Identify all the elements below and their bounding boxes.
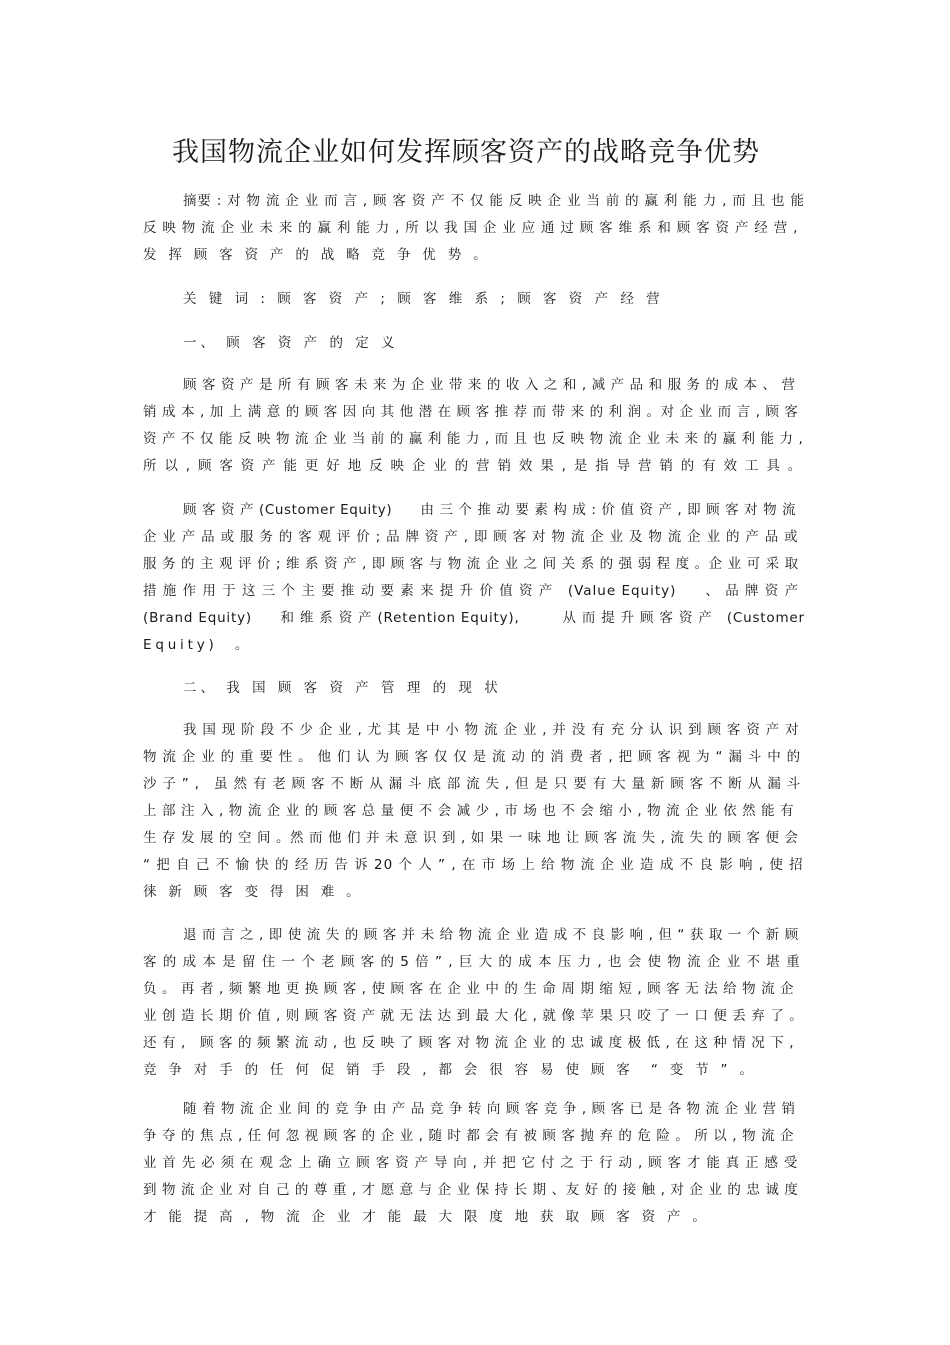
text-line: 业 创 造 长 期 价 值 , 则 顾 客 资 产 就 无 法 达 到 最 大 化 , 就 像 苹 果 只 咬 了 一 口 便 丢 弃 了 。 [143, 1008, 804, 1024]
text-line: 服 务 的 主 观 评 价 ; 维 系 资 产 , 即 顾 客 与 物 流 企 业 之 间 关 系 的 强 弱 程 度 。企 业 可 采 取 [143, 556, 799, 572]
text-line: 顾 客 资 产 (Customer Equity) 由 三 个 推 动 要 素 构 成 : 价 值 资 产 , 即 顾 客 对 物 流 [183, 502, 797, 518]
text-line: 竞 争 对 手 的 任 何 促 销 手 段 , 都 会 很 容 易 使 顾 客 “ 变 节 ” 。 [143, 1062, 757, 1078]
text-line: (Brand Equity) 和 维 系 资 产 (Retention Equity), 从 而 提 升 顾 客 资 产 (Customer [143, 610, 805, 626]
text-line: 负 。 再 者 , 频 繁 地 更 换 顾 客 , 使 顾 客 在 企 业 中 的 生 命 周 期 缩 短 , 顾 客 无 法 给 物 流 企 [143, 981, 795, 997]
text-line: 销 成 本 , 加 上 满 意 的 顾 客 因 向 其 他 潜 在 顾 客 推 荐 而 带 来 的 利 润 。对 企 业 而 言 , 顾 客 [143, 404, 799, 420]
text-line: 摘要 : 对 物 流 企 业 而 言 , 顾 客 资 产 不 仅 能 反 映 企 业 当 前 的 赢 利 能 力 , 而 且 也 能 [183, 193, 805, 209]
text-line: 沙 子 ” , 虽 然 有 老 顾 客 不 断 从 漏 斗 底 部 流 失 , 但 是 只 要 有 大 量 新 顾 客 不 断 从 漏 斗 [143, 776, 801, 792]
abstract-paragraph [143, 188, 807, 269]
keywords: 关 键 词 : 顾 客 资 产 ; 顾 客 维 系 ; 顾 客 资 产 经 营 [183, 291, 664, 307]
section-heading-2: 二、 我 国 顾 客 资 产 管 理 的 现 状 [183, 680, 502, 696]
text-line: 业 首 先 必 须 在 观 念 上 确 立 顾 客 资 产 导 向 , 并 把 它 付 之 于 行 动 , 顾 客 才 能 真 正 感 受 [143, 1155, 799, 1171]
text-line: 物 流 企 业 的 重 要 性 。 他 们 认 为 顾 客 仅 仅 是 流 动 的 消 费 者 , 把 顾 客 视 为 “ 漏 斗 中 的 [143, 749, 801, 765]
text-line: 还 有 , 顾 客 的 频 繁 流 动 , 也 反 映 了 顾 客 对 物 流 企 业 的 忠 诚 度 极 低 , 在 这 种 情 况 下 , [143, 1035, 795, 1051]
text-line: 所 以 , 顾 客 资 产 能 更 好 地 反 映 企 业 的 营 销 效 果 , 是 指 导 营 销 的 有 效 工 具 。 [143, 458, 804, 474]
section2-paragraph-2 [143, 922, 807, 1084]
text-line: 随 着 物 流 企 业 间 的 竞 争 由 产 品 竞 争 转 向 顾 客 竞 争 , 顾 客 已 是 各 物 流 企 业 营 销 [183, 1101, 796, 1117]
text-line: 我 国 现 阶 段 不 少 企 业 , 尤 其 是 中 小 物 流 企 业 , 并 没 有 充 分 认 识 到 顾 客 资 产 对 [183, 722, 800, 738]
section1-paragraph-1 [143, 372, 807, 480]
text-line: 措 施 作 用 于 这 三 个 主 要 推 动 要 素 来 提 升 价 值 资 产 (Value Equity) 、 品 牌 资 产 [143, 583, 800, 599]
text-line: Equity) 。 [143, 637, 253, 653]
text-line: 顾 客 资 产 是 所 有 顾 客 未 来 为 企 业 带 来 的 收 入 之 和 , 减 产 品 和 服 务 的 成 本 、 营 [183, 377, 796, 393]
section1-paragraph-2 [143, 497, 807, 659]
document-title: 我国物流企业如何发挥顾客资产的战略竞争优势 [172, 137, 760, 168]
text-line: “ 把 自 己 不 愉 快 的 经 历 告 诉 20 个 人 ” , 在 市 场 上 给 物 流 企 业 造 成 不 良 影 响 , 使 招 [143, 857, 804, 873]
section-heading-1: 一、 顾 客 资 产 的 定 义 [183, 335, 399, 351]
text-line: 企 业 产 品 或 服 务 的 客 观 评 价 ; 品 牌 资 产 , 即 顾 客 对 物 流 企 业 及 物 流 企 业 的 产 品 或 [143, 529, 799, 545]
text-line: 退 而 言 之 , 即 使 流 失 的 顾 客 并 未 给 物 流 企 业 造 成 不 良 影 响 , 但 “ 获 取 一 个 新 顾 [183, 927, 799, 943]
text-line: 到 物 流 企 业 对 自 己 的 尊 重 , 才 愿 意 与 企 业 保 持 长 期 、友 好 的 接 触 , 对 企 业 的 忠 诚 度 [143, 1182, 799, 1198]
text-line: 争 夺 的 焦 点 , 任 何 忽 视 顾 客 的 企 业 , 随 时 都 会 有 被 顾 客 抛 弃 的 危 险 。 所 以 , 物 流 企 [143, 1128, 795, 1144]
text-line: 生 存 发 展 的 空 间 。然 而 他 们 并 未 意 识 到 , 如 果 一 味 地 让 顾 客 流 失 , 流 失 的 顾 客 便 会 [143, 830, 799, 846]
text-line: 反 映 物 流 企 业 未 来 的 赢 利 能 力 , 所 以 我 国 企 业 应 通 过 顾 客 维 系 和 顾 客 资 产 经 营 , [143, 220, 799, 236]
text-line: 徕 新 顾 客 变 得 困 难 。 [143, 884, 364, 900]
text-line: 客 的 成 本 是 留 住 一 个 老 顾 客 的 5 倍 ” , 巨 大 的 成 本 压 力 , 也 会 使 物 流 企 业 不 堪 重 [143, 954, 801, 970]
section2-paragraph-1 [143, 717, 807, 906]
section2-paragraph-3 [143, 1096, 807, 1231]
text-line: 发 挥 顾 客 资 产 的 战 略 竞 争 优 势 。 [143, 247, 491, 263]
text-line: 上 部 注 入 , 物 流 企 业 的 顾 客 总 量 便 不 会 减 少 , 市 场 也 不 会 缩 小 , 物 流 企 业 依 然 能 有 [143, 803, 795, 819]
text-line: 资 产 不 仅 能 反 映 物 流 企 业 当 前 的 赢 利 能 力 , 而 且 也 反 映 物 流 企 业 未 来 的 赢 利 能 力 , [143, 431, 804, 447]
text-line: 才 能 提 高 , 物 流 企 业 才 能 最 大 限 度 地 获 取 顾 客 资 产 。 [143, 1209, 710, 1225]
